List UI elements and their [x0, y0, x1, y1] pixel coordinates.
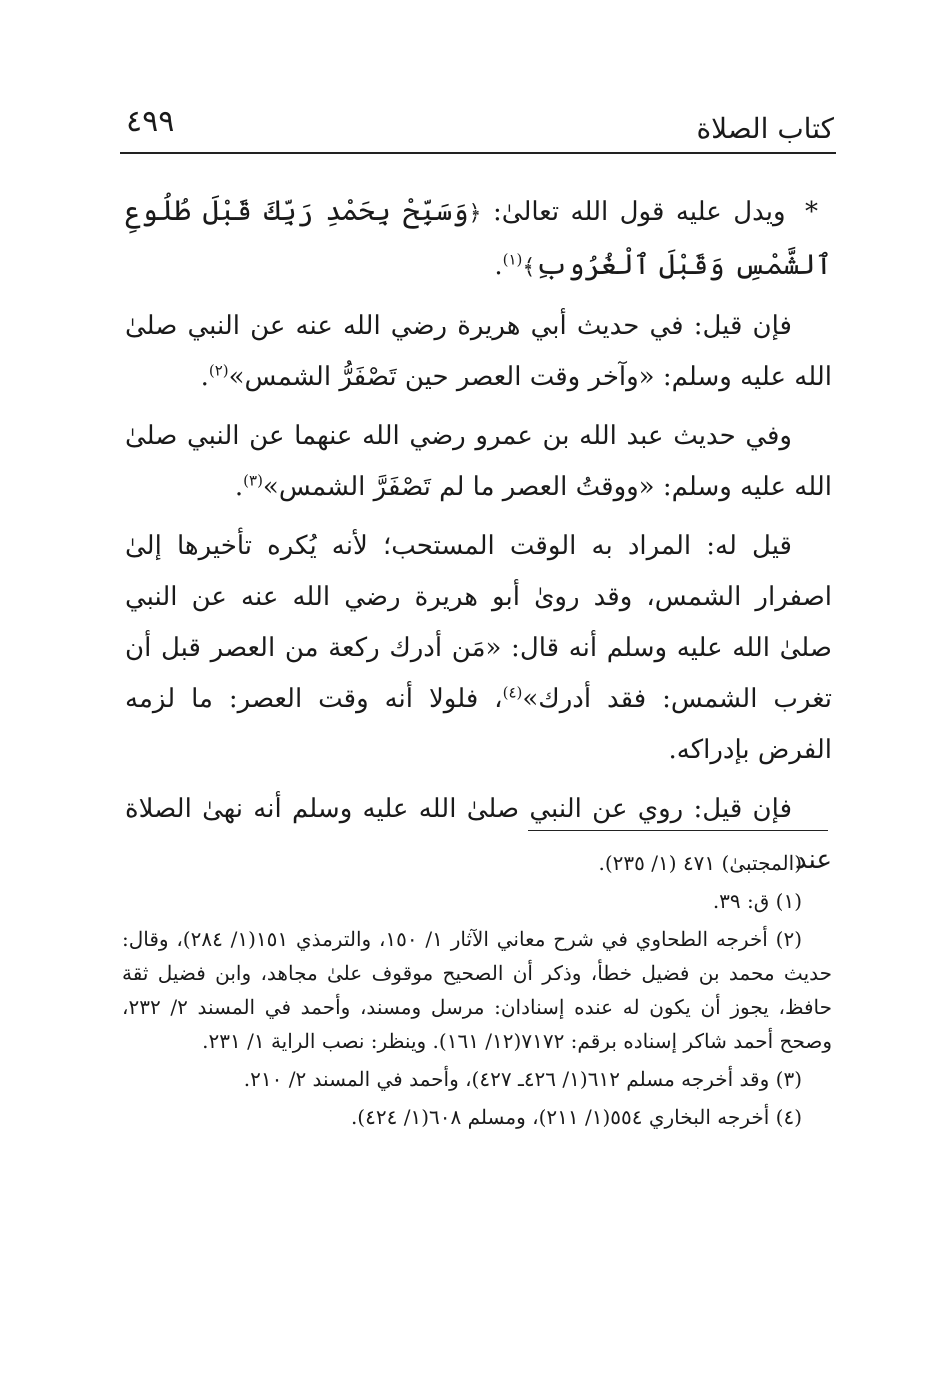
footnote-ref-3[interactable]: (٣) [243, 471, 263, 490]
footnote-2: (٢) أخرجه الطحاوي في شرح معاني الآثار ١/ ١٥٠، والترمذي ١٥١(١/ ٢٨٤)، وقال: حديث محمد بن فضيل خطأ، وذكر أن الصحيح موقوف علىٰ مجاهد، وابن فضيل ثقة حافظ، يجوز أن يكون له عنده إسنادان: مرسل ومسند، وأحمد في المسند ٢/ ٢٣٢، وصحح أحمد شاكر إسناده برقم: ٧١٧٢(١٢/ ١٦١). وينظر: نصب الراية ١/ ٢٣١. [122, 927, 832, 1053]
ornate-bracket-open: ﴿ [468, 201, 482, 226]
paragraph-4-end: ، فلولا أنه وقت العصر: ما لزمه الفرض بإدراكه. [125, 684, 832, 765]
star-icon: * [805, 197, 819, 227]
footnote-ref-2[interactable]: (٢) [208, 361, 229, 380]
paragraph-4 [125, 521, 832, 776]
footnote-1: (١) ق: ٣٩. [712, 889, 802, 913]
page-number: ٤٩٩ [126, 104, 175, 139]
footnote-4: (٤) أخرجه البخاري ٥٥٤(١/ ٢١١)، ومسلم ٦٠٨(١/ ٤٢٤). [350, 1105, 802, 1129]
footnote-ref-4[interactable]: (٤) [502, 683, 523, 702]
chapter-title: كتاب الصلاة [696, 112, 834, 145]
paragraph-5-text: فإن قيل: روي عن النبي صلىٰ الله عليه وسلم أنه نهىٰ الصلاة عند [125, 794, 832, 875]
ornate-bracket-close: ﴾ [522, 255, 536, 280]
footnotes [122, 846, 832, 1138]
paragraph-2-end: . [200, 362, 209, 392]
paragraph-1 [125, 185, 832, 293]
footnote-ref-1[interactable]: (١) [502, 250, 523, 269]
paragraph-2 [125, 301, 832, 403]
paragraph-2-text: فإن قيل: في حديث أبي هريرة رضي الله عنه عن النبي صلىٰ الله عليه وسلم: «وآخر وقت العصر حين تَصْفَرُّ الشمس» [125, 311, 832, 392]
paragraph-1-intro: ويدل عليه قول الله تعالىٰ: [493, 197, 786, 227]
footnote-3: (٣) وقد أخرجه مسلم ٦١٢(١/ ٤٢٦ـ ٤٢٧)، وأحمد في المسند ٢/ ٢١٠. [243, 1067, 802, 1091]
paragraph-3-text: وفي حديث عبد الله بن عمرو رضي الله عنهما عن النبي صلىٰ الله عليه وسلم: «ووقتُ العصر ما لم تَصْفَرَّ الشمس» [125, 421, 832, 502]
paragraph-1-end: . [494, 251, 503, 281]
footnote-0: (المجتبىٰ) ٤٧١ (١/ ٢٣٥). [598, 851, 802, 875]
quran-verse: وَسَبِّحْ بِحَمْدِ رَبِّكَ قَبْلَ طُلُوعِ ٱلشَّمْسِ وَقَبْلَ ٱلْغُرُوبِ [125, 194, 832, 281]
paragraph-3-end: . [234, 472, 244, 502]
main-text [125, 185, 832, 894]
footnote-separator [528, 830, 828, 831]
paragraph-3 [125, 411, 832, 513]
header-rule [120, 152, 836, 154]
running-header [120, 100, 834, 150]
paragraph-4-text: قيل له: المراد به الوقت المستحب؛ لأنه يُكره تأخيرها إلىٰ اصفرار الشمس، وقد روىٰ أبو هريرة رضي الله عنه عن النبي صلىٰ الله عليه وسلم أنه قال: «مَن أدرك ركعة من العصر قبل أن تغرب الشمس: فقد أدرك» [125, 531, 832, 714]
